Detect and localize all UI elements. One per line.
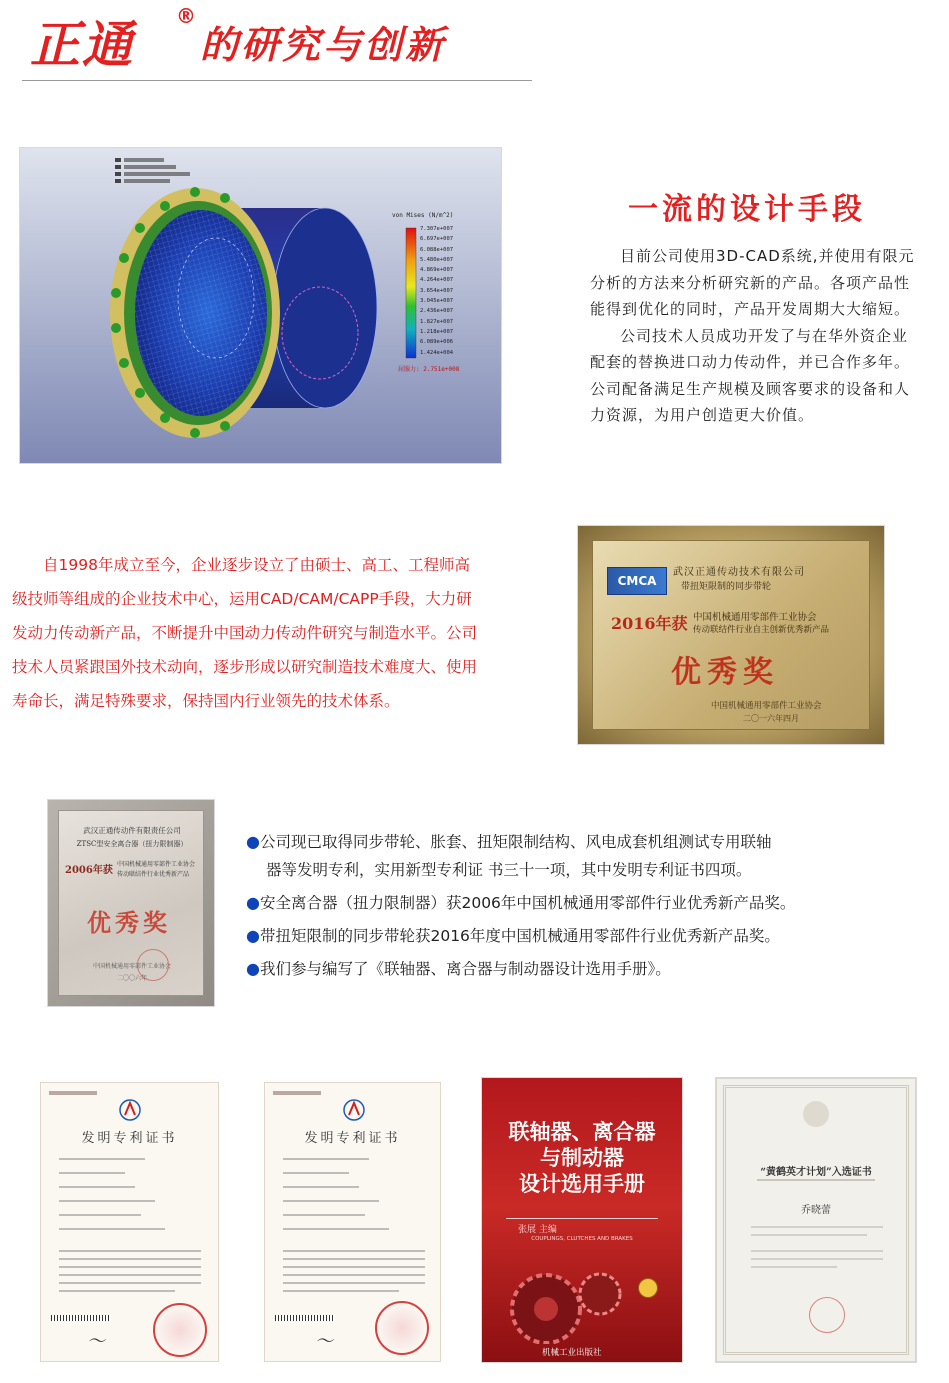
plaque-date: 二〇一六年四月	[743, 714, 799, 723]
list-item	[246, 955, 886, 983]
page-headline: 的研究与创新	[200, 23, 447, 67]
book-title-line2: 与制动器	[540, 1145, 624, 1170]
legend-value: 1.827e+007	[420, 318, 454, 325]
design-paragraph: 公司技术人员成功开发了与在华外资企业配套的替换进口动力传动件，并已合作多年。公司配备满足生产规模及顾客要求的设备和人力资源，为用户创造更大价值。	[590, 326, 911, 424]
list-item-text: 带扭矩限制的同步带轮获2016年度中国机械通用零部件行业优秀新产品奖。	[259, 927, 780, 945]
history-paragraph: 自1998年成立至今，企业逐步设立了由硕士、高工、工程师高级技师等组成的企业技术中心，运用CAD/CAM/CAPP手段，大力研发动力传动新产品，不断提升中国动力传动件研究与制造水平。公司技术人员紧跟国外技术动向，逐步形成以研究制造技术难度大、使用寿命长，满足特殊要求，保持国内行业领先的技术体系。	[12, 556, 478, 710]
legend-value: 6.697e+007	[420, 236, 454, 243]
plaque-company: 武汉正通传动技术有限公司	[673, 567, 805, 578]
list-item	[246, 889, 886, 917]
legend-title: von Mises (N/m^2)	[392, 212, 454, 219]
cert-header-mark	[49, 1091, 97, 1095]
red-seal-icon	[153, 1303, 207, 1357]
bullet-icon: ●	[246, 959, 260, 978]
design-description	[590, 243, 920, 429]
plaque-face	[592, 540, 870, 730]
plaque-org: 中国机械通用零部件工业协会	[693, 612, 817, 623]
brand-name: 正通	[30, 15, 134, 74]
legend-values	[420, 224, 453, 358]
plaque-desc: 传动联结件行业自主创新优秀新产品	[693, 625, 830, 635]
plaque-year: 2006年获	[65, 865, 113, 876]
cert-title: 发明专利证书	[81, 1131, 178, 1146]
list-item	[246, 922, 886, 950]
achievement-list	[246, 828, 886, 984]
legend-value: 4.869e+007	[420, 267, 454, 274]
legend-value: 1.218e+007	[420, 328, 454, 335]
book-title-line3: 设计选用手册	[519, 1171, 645, 1196]
cert-text-lines	[747, 1223, 887, 1283]
book-english-subtitle: COUPLINGS, CLUTCHES AND BRAKES	[531, 1236, 633, 1242]
legend-value: 7.307e+007	[420, 226, 454, 232]
fea-info-block	[115, 158, 190, 183]
patent-office-logo-icon	[343, 1099, 365, 1121]
barcode-icon	[275, 1315, 335, 1321]
signature-mark: ～	[315, 1331, 333, 1352]
legend-value: 2.436e+007	[420, 308, 454, 315]
legend-value: 6.088e+007	[420, 246, 454, 253]
legend-value: 4.264e+007	[420, 277, 454, 284]
design-handbook-cover	[482, 1078, 682, 1362]
plaque-issuer: 中国机械通用零部件工业协会	[711, 701, 822, 711]
barcode-icon	[51, 1315, 111, 1321]
list-item-text: 安全离合器（扭力限制器）获2006年中国机械通用零部件行业优秀新产品奖。	[259, 894, 796, 912]
award-plaque-2016	[578, 526, 884, 744]
patent-certificate-2	[264, 1082, 441, 1362]
gears-illustration	[496, 1254, 636, 1344]
legend-value: 5.480e+007	[420, 256, 454, 263]
plaque-desc: 传动联结件行业优秀新产品	[117, 871, 190, 878]
list-item	[246, 828, 886, 884]
design-paragraph: 目前公司使用3D-CAD系统,并使用有限元分析的方法来分析研究新的产品。各项产品性能得到优化的同时，产品开发周期大大缩短。	[590, 247, 915, 318]
emblem-icon	[803, 1101, 829, 1127]
book-author: 张展 主编	[518, 1225, 557, 1235]
bullet-icon: ●	[246, 893, 260, 912]
bullet-icon: ●	[246, 832, 260, 851]
registered-mark: ®	[176, 4, 196, 28]
plaque-issuer: 中国机械通用零部件工业协会	[92, 963, 171, 970]
plaque-org: 中国机械通用零部件工业协会	[117, 861, 196, 868]
plaque-award: 优秀奖	[87, 908, 171, 937]
cert-text-lines	[55, 1153, 205, 1303]
plaque-award: 优秀奖	[671, 655, 779, 690]
plaque-product: ZTSC型安全离合器（扭力限制器）	[76, 840, 188, 848]
cert-title: 发明专利证书	[304, 1131, 401, 1146]
patent-certificate-1	[40, 1082, 219, 1362]
plaque-year: 2016年获	[611, 614, 688, 633]
book-title-line1: 联轴器、离合器	[508, 1119, 656, 1144]
publisher-badge-icon	[638, 1278, 658, 1298]
bullet-icon: ●	[246, 926, 260, 945]
list-item-continuation: 器等发明专利，实用新型专利证 书三十一项，其中发明专利证书四项。	[266, 861, 752, 879]
legend-value: 3.654e+007	[420, 287, 454, 294]
plaque-company: 武汉正通传动件有限责任公司	[83, 826, 181, 835]
cert-text-lines	[279, 1153, 429, 1303]
legend-value: 3.045e+007	[420, 298, 454, 305]
cert-header-mark	[273, 1091, 321, 1095]
red-seal-icon	[809, 1297, 845, 1333]
plaque-face	[58, 810, 204, 996]
history-description	[12, 548, 482, 718]
cert-subtitle-line	[757, 1179, 875, 1181]
signature-mark: ～	[87, 1331, 105, 1352]
cad-fea-image	[20, 148, 501, 463]
legend-value: 1.424e+004	[420, 349, 454, 356]
plaque-product: 带扭矩限制的同步带轮	[681, 582, 772, 592]
talent-program-certificate	[716, 1078, 916, 1362]
red-seal-icon	[375, 1301, 429, 1355]
list-item-text: 公司现已取得同步带轮、胀套、扭矩限制结构、风电成套机组测试专用联轴	[259, 833, 772, 851]
red-seal-icon	[137, 949, 169, 981]
plaque-date: 二〇〇六年	[116, 975, 147, 982]
award-plaque-2006	[48, 800, 214, 1006]
patent-office-logo-icon	[119, 1099, 141, 1121]
book-publisher: 机械工业出版社	[542, 1348, 602, 1358]
cmca-logo: CMCA	[607, 567, 667, 595]
book-rule	[506, 1218, 658, 1219]
header-divider	[22, 80, 532, 81]
section-title-design: 一流的设计手段	[628, 192, 866, 227]
yield-strength-label: 屈服力: 2.751e+008	[398, 366, 460, 373]
list-item-text: 我们参与编写了《联轴器、离合器与制动器设计选用手册》。	[259, 960, 671, 978]
legend-value: 6.089e+006	[420, 339, 454, 346]
recipient-name: 乔晓蕾	[801, 1205, 831, 1216]
cert-title: “黄鹤英才计划”入选证书	[760, 1167, 872, 1178]
